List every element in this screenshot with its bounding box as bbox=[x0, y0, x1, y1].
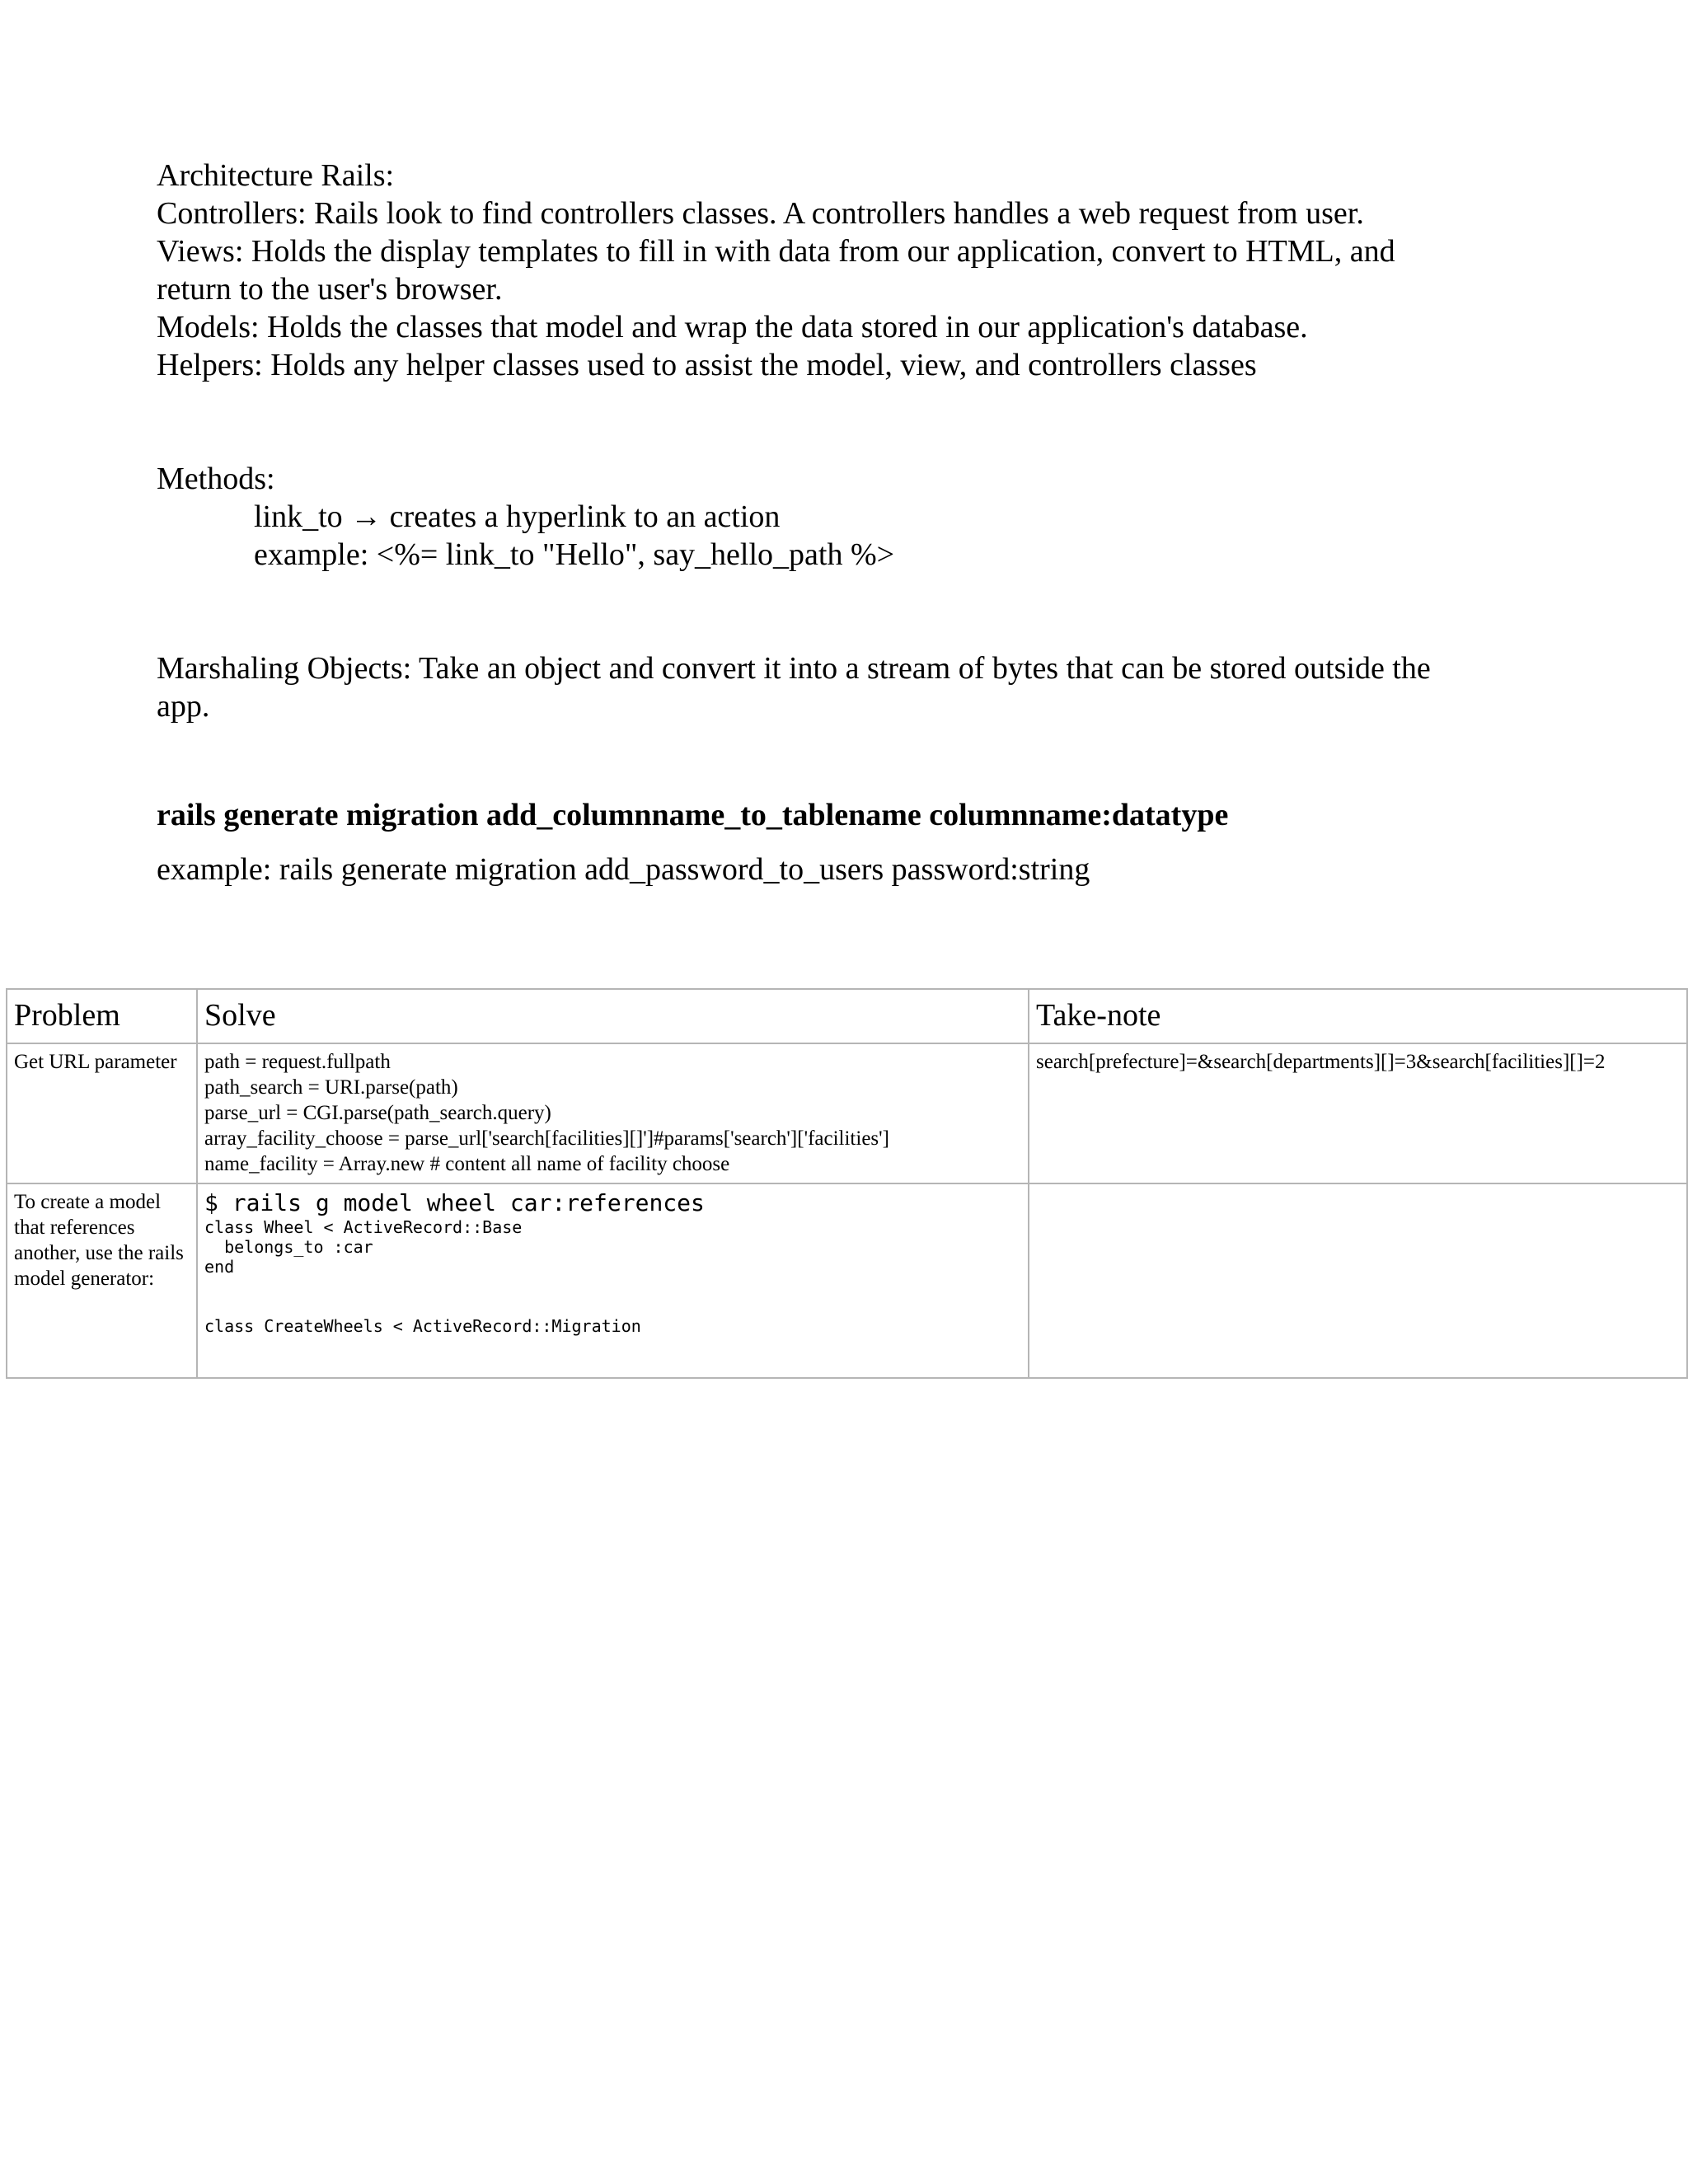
migration-example: example: rails generate migration add_password_to_users password:string bbox=[157, 852, 1090, 887]
notes-table bbox=[6, 988, 1688, 1379]
header-takenote: Take-note bbox=[1029, 989, 1687, 1043]
problem-cell: To create a model that references another, use the rails model generator: bbox=[7, 1183, 197, 1378]
solve-command: $ rails g model wheel car:references bbox=[204, 1189, 705, 1216]
document-body bbox=[157, 157, 1558, 888]
solve-code-line: belongs_to :car bbox=[204, 1237, 373, 1257]
architecture-controllers: Controllers: Rails look to find controllers classes. A controllers handles a web request from user. bbox=[157, 196, 1364, 231]
migration-command: rails generate migration add_columnname_to_tablename columnname:datatype bbox=[157, 798, 1229, 832]
takenote-text: search[prefecture]=&search[departments][]=3&search[facilities][]=2 bbox=[1036, 1051, 1606, 1073]
methods-example: example: <%= link_to "Hello", say_hello_path %> bbox=[254, 537, 895, 572]
solve-line: name_facility = Array.new # content all name of facility choose bbox=[204, 1153, 730, 1175]
methods-link-to: link_to → creates a hyperlink to an action bbox=[254, 499, 781, 534]
solve-code-line: end bbox=[204, 1257, 235, 1277]
solve-cell bbox=[197, 1183, 1029, 1378]
table-header-row bbox=[7, 989, 1687, 1043]
marshaling-line2: app. bbox=[157, 689, 210, 724]
architecture-helpers: Helpers: Holds any helper classes used to assist the model, view, and controllers classes bbox=[157, 348, 1257, 382]
architecture-heading: Architecture Rails: bbox=[157, 158, 395, 193]
solve-code-line: class Wheel < ActiveRecord::Base bbox=[204, 1217, 523, 1237]
solve-code-line: class CreateWheels < ActiveRecord::Migration bbox=[204, 1316, 641, 1336]
takenote-cell bbox=[1029, 1183, 1687, 1378]
problem-cell: Get URL parameter bbox=[7, 1043, 197, 1183]
architecture-views-line2: return to the user's browser. bbox=[157, 272, 503, 307]
header-problem: Problem bbox=[7, 989, 197, 1043]
marshaling-line1: Marshaling Objects: Take an object and convert it into a stream of bytes that can be stored outside the bbox=[157, 651, 1431, 686]
header-solve: Solve bbox=[197, 989, 1029, 1043]
table-row bbox=[7, 1043, 1687, 1183]
architecture-views-line1: Views: Holds the display templates to fill in with data from our application, convert to HTML, and bbox=[157, 234, 1395, 269]
solve-line: parse_url = CGI.parse(path_search.query) bbox=[204, 1102, 551, 1124]
solve-line: path = request.fullpath bbox=[204, 1051, 391, 1073]
solve-line: array_facility_choose = parse_url['search[facilities][]']#params['search']['facilities'] bbox=[204, 1127, 889, 1150]
solve-line: path_search = URI.parse(path) bbox=[204, 1076, 458, 1099]
solve-cell bbox=[197, 1043, 1029, 1183]
table-row bbox=[7, 1183, 1687, 1378]
takenote-cell bbox=[1029, 1043, 1687, 1183]
methods-heading: Methods: bbox=[157, 462, 275, 496]
architecture-models: Models: Holds the classes that model and wrap the data stored in our application's database. bbox=[157, 310, 1308, 344]
